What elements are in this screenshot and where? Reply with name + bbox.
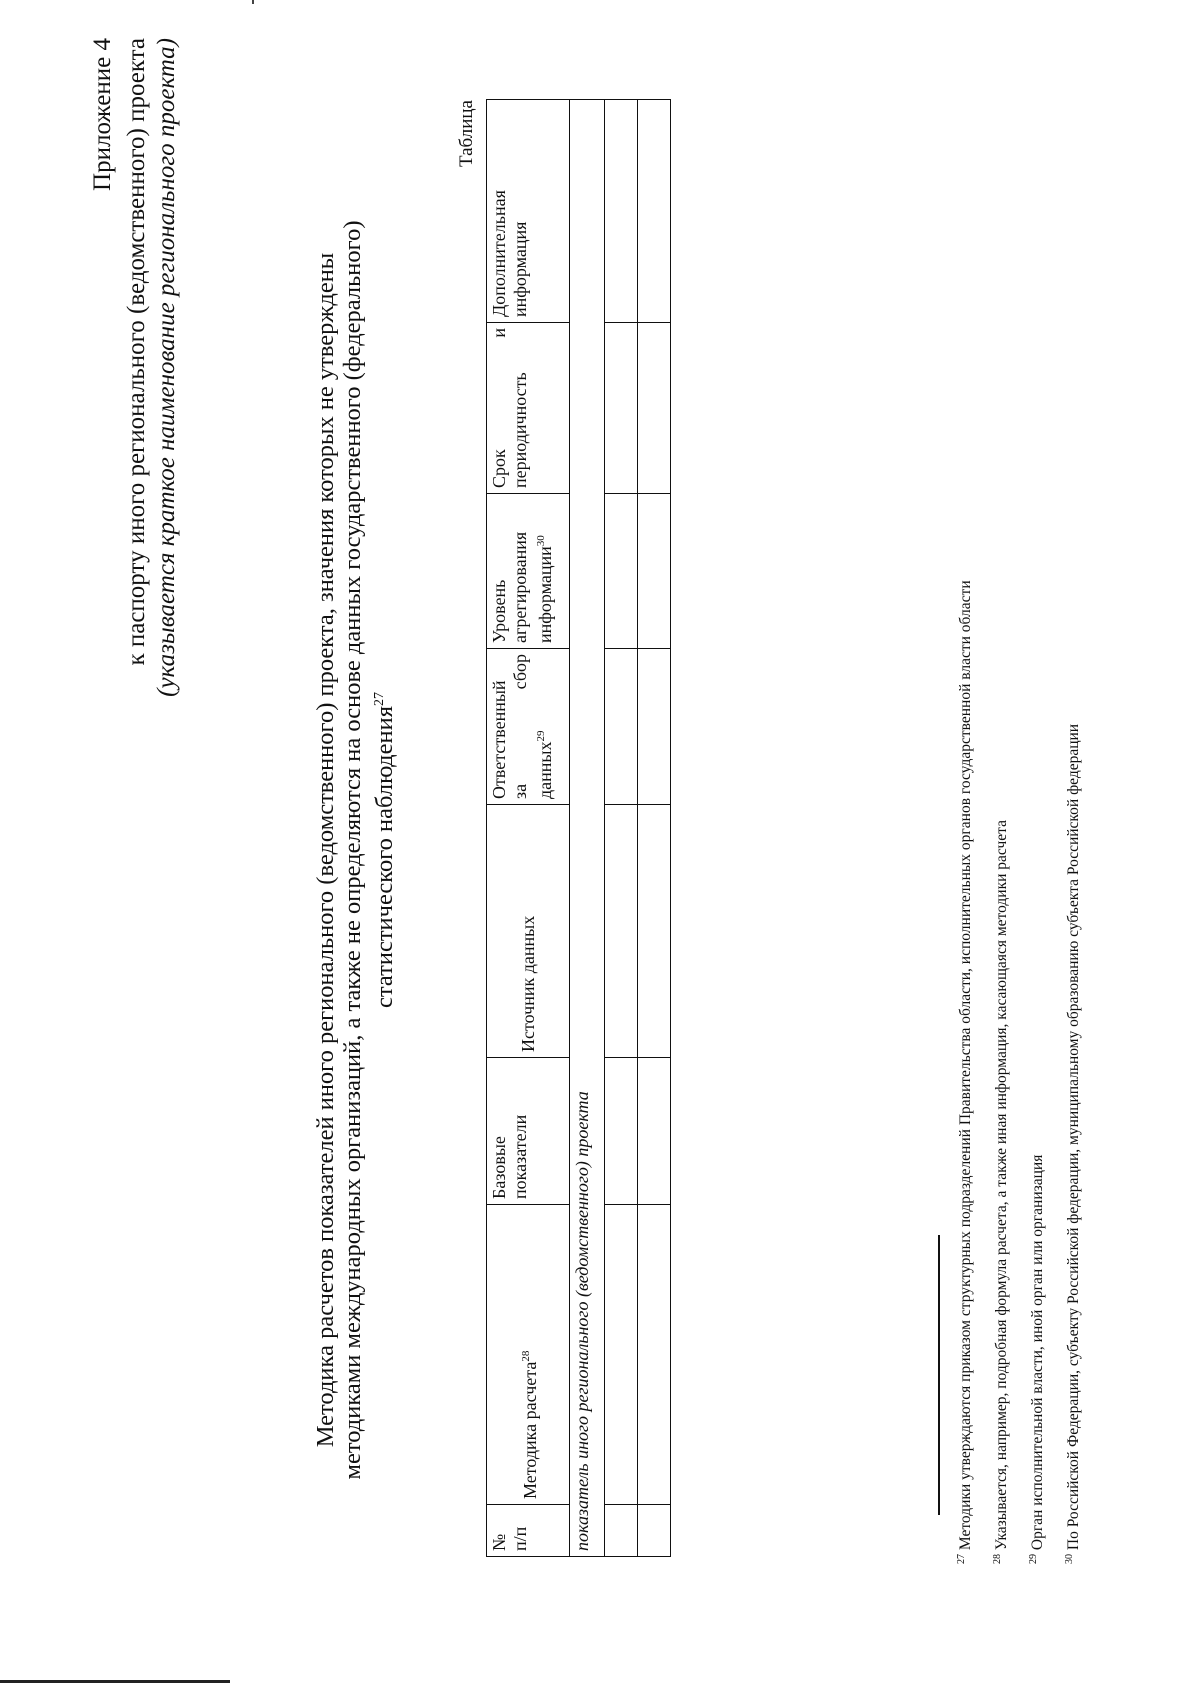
appendix-subtitle: к паспорту иного регионального (ведомственного) проекта — [123, 38, 150, 666]
header-base-indicators: Базовые показатели — [487, 1058, 570, 1205]
table-cell — [638, 1205, 671, 1505]
header-data-source: Источник данных — [487, 805, 570, 1058]
footnote-separator — [938, 1235, 940, 1515]
table-row — [638, 100, 671, 1557]
header-aggregation-level: Уровень агрегирования информации$^{30}$ — [487, 494, 570, 649]
table-cell — [605, 1205, 638, 1505]
footnotes — [946, 580, 1091, 1564]
footnote-30: $^{30}$ По Российской Федерации, субъекту Российской федерации, муниципальному образованию субъекта Российской федерации — [1064, 723, 1083, 1564]
table-section-row — [570, 100, 605, 1557]
table-cell — [638, 1058, 671, 1205]
table-cell — [605, 494, 638, 649]
footnote-27: $^{27}$ Методики утверждаются приказом структурных подразделений Правительства области, исполнительных органов государственной власти области — [956, 580, 975, 1564]
appendix-title: Приложение 4 — [89, 38, 116, 191]
title-line-2: методиками международных организаций, а также не определяются на основе данных государственного (федерального) — [339, 220, 366, 1480]
table-cell — [638, 100, 671, 323]
title-line-3: статистического наблюдения$^{27}$ — [371, 692, 399, 1008]
appendix-note: (указывается краткое наименование регионального проекта) — [153, 38, 180, 697]
table-cell — [638, 649, 671, 805]
table-row — [605, 100, 638, 1557]
title-line-1: Методика расчетов показателей иного регионального (ведомственного) проекта, значения которых не утверждены — [312, 252, 339, 1448]
header-method: Методика расчета$^{28}$ — [487, 1205, 570, 1505]
footnote-29: $^{29}$ Орган исполнительной власти, иной орган или организация — [1028, 1154, 1047, 1564]
table-header-row — [487, 100, 570, 1557]
table-label: Таблица — [456, 100, 477, 168]
table-cell — [605, 323, 638, 494]
header-responsible: Ответственный за сбор данных$^{29}$ — [487, 649, 570, 805]
table-cell — [638, 494, 671, 649]
document-title — [312, 110, 398, 1590]
header-additional-info: Дополнительная информация — [487, 100, 570, 323]
header-term-periodicity: Срок и периодичность — [487, 323, 570, 494]
methods-table — [486, 99, 671, 1557]
table-cell — [605, 805, 638, 1058]
table-cell — [638, 805, 671, 1058]
table-cell — [605, 100, 638, 323]
table-cell — [605, 1505, 638, 1557]
table-cell — [638, 323, 671, 494]
appendix-header — [88, 38, 182, 697]
section-label: показатель иного регионального (ведомственного) проекта — [570, 100, 605, 1557]
table-cell — [638, 1505, 671, 1557]
table-cell — [605, 649, 638, 805]
header-number: № п/п — [487, 1505, 570, 1557]
footnote-28: $^{28}$ Указывается, например, подробная формула расчета, а также иная информация, касающаяся методики расчета — [992, 820, 1011, 1564]
title-footnote-ref: 27 — [372, 692, 387, 706]
table-cell — [605, 1058, 638, 1205]
